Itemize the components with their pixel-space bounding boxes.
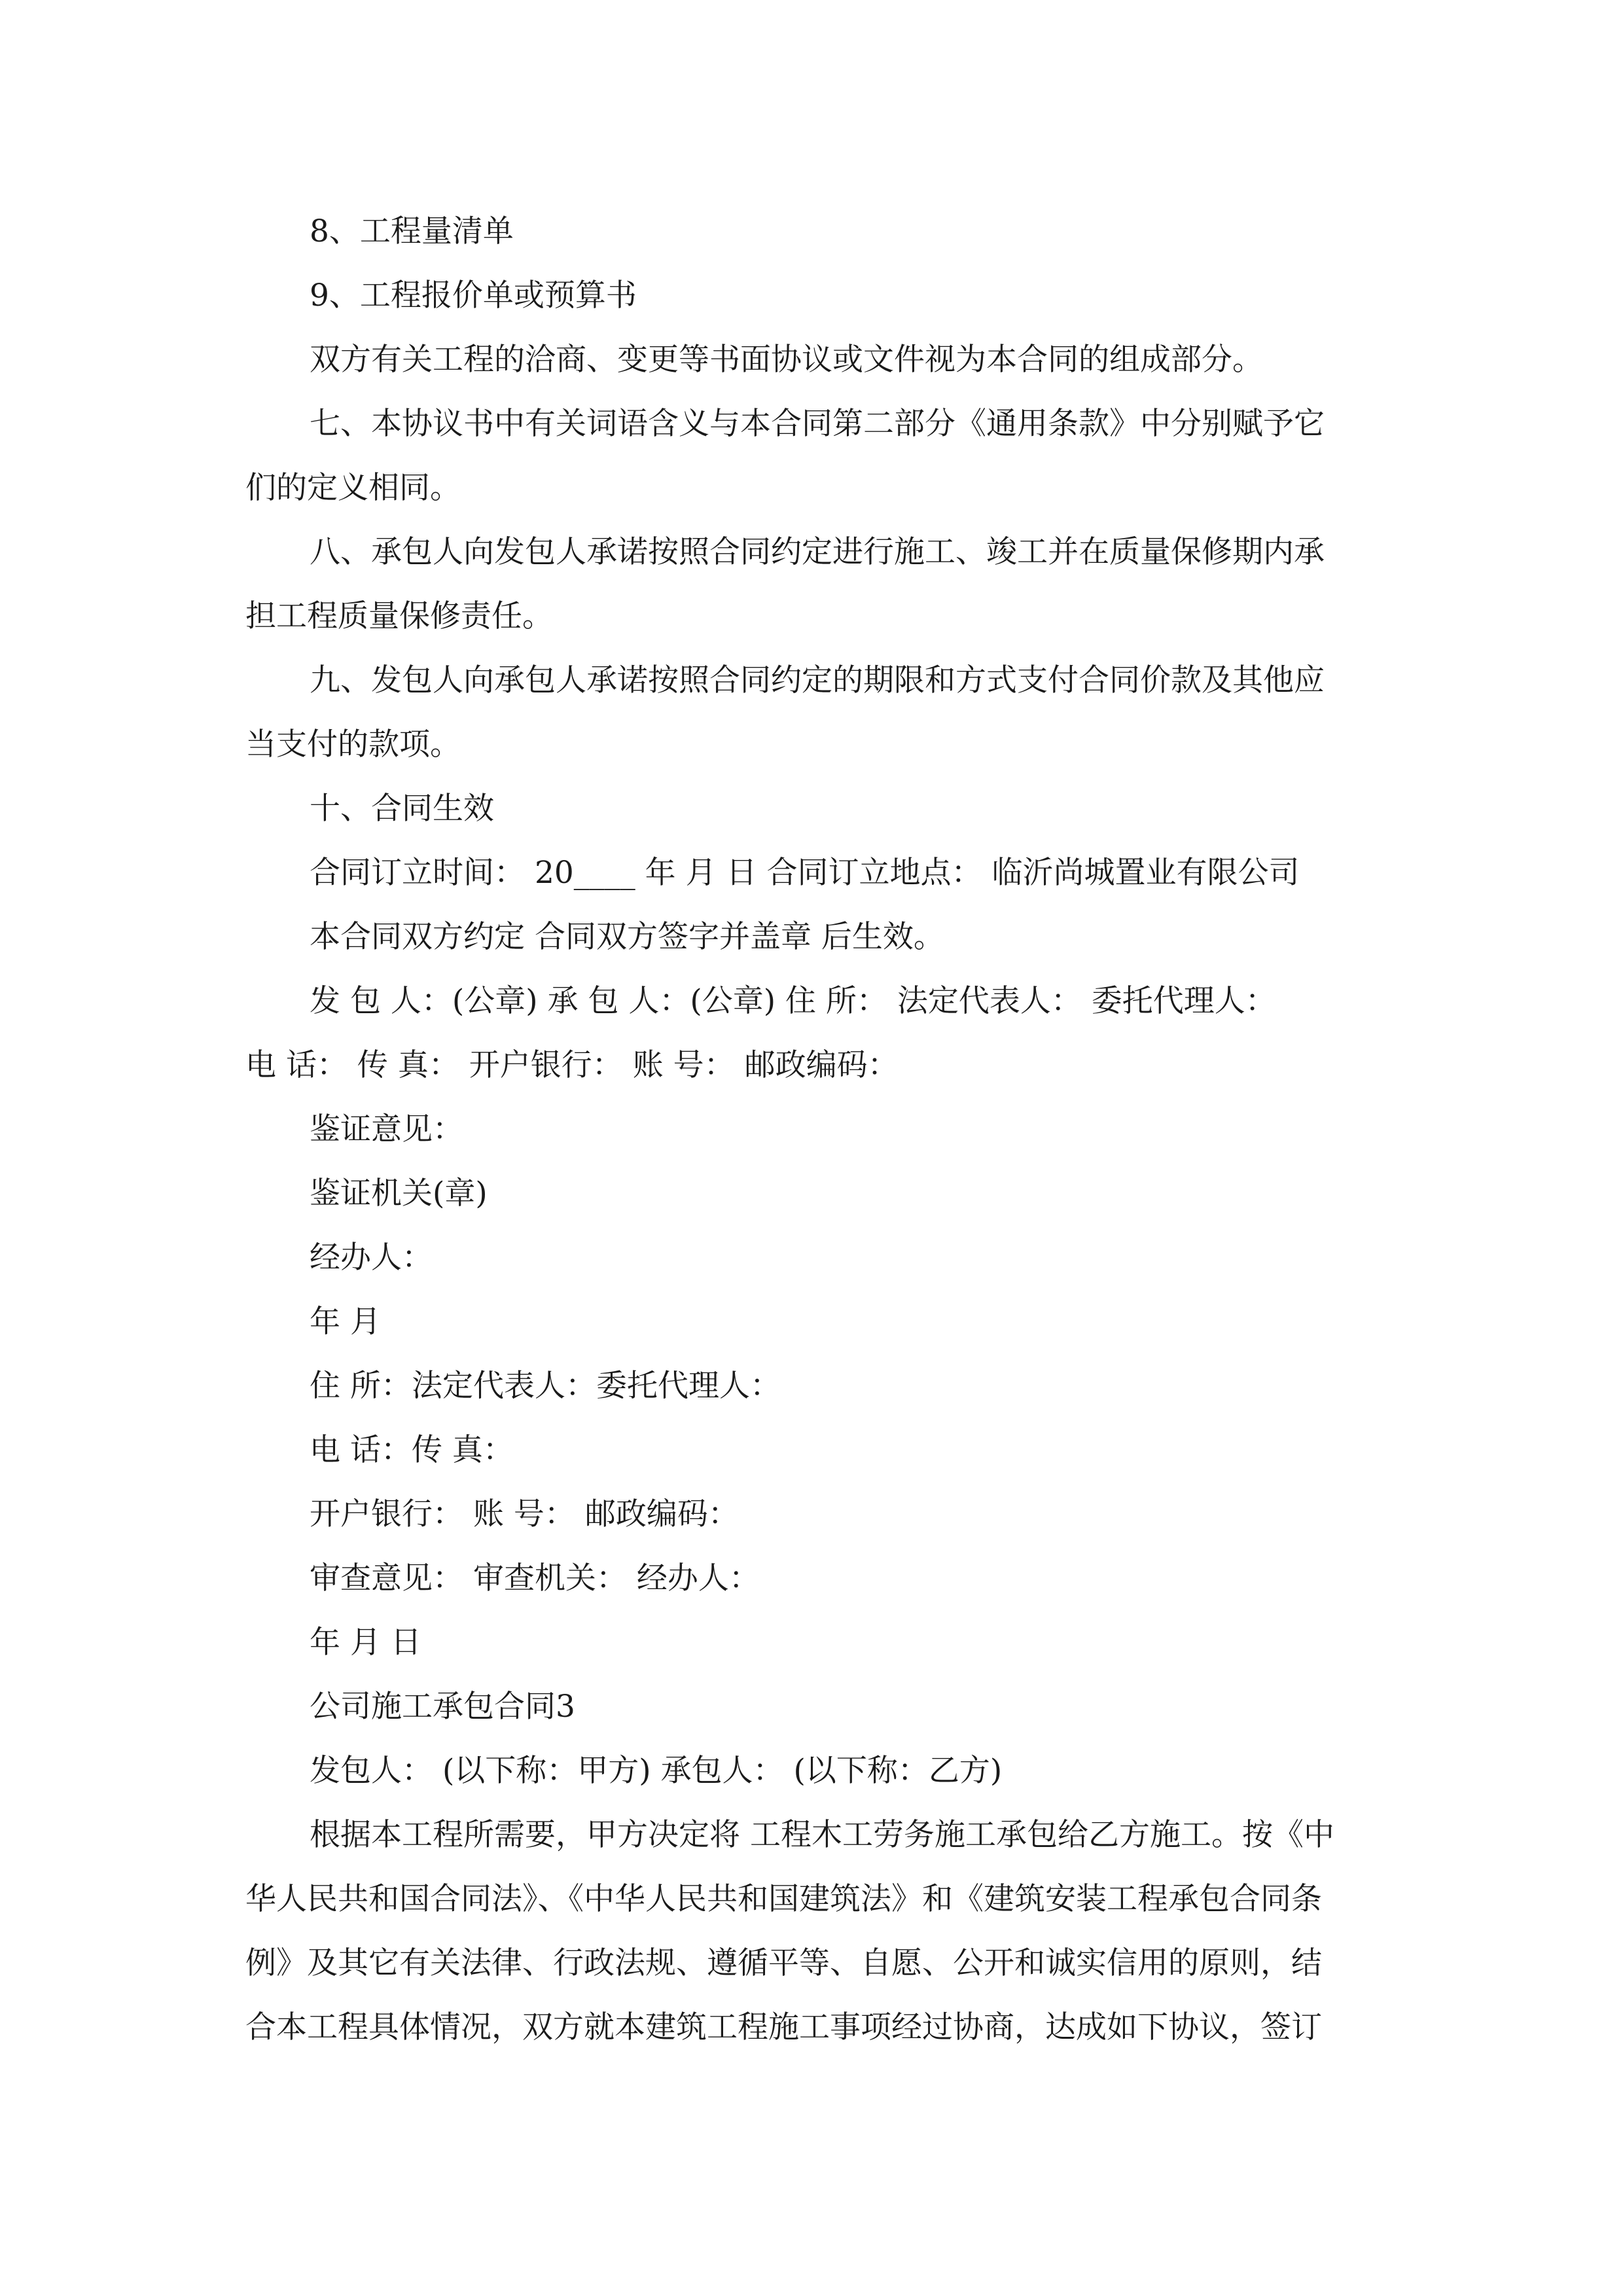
- text-line: 根据本工程所需要，甲方决定将 工程木工劳务施工承包给乙方施工。按《中: [310, 1817, 1334, 1853]
- text-line: 鉴证机关(章): [310, 1175, 488, 1211]
- contract-title: 公司施工承包合同3: [310, 1689, 575, 1725]
- text-line: 合本工程具体情况，双方就本建筑工程施工事项经过协商，达成如下协议，签订: [245, 2009, 1322, 2045]
- signature-field-line: 开户银行： 账 号： 邮政编码：: [310, 1496, 739, 1532]
- text-line: 们的定义相同。: [245, 470, 461, 506]
- document-body: [245, 200, 1381, 2060]
- signature-field-line: 住 所：法定代表人：委托代理人：: [310, 1368, 781, 1404]
- text-line: 双方有关工程的洽商、变更等书面协议或文件视为本合同的组成部分。: [310, 342, 1263, 378]
- text-line: 华人民共和国合同法》、《中华人民共和国建筑法》和《建筑安装工程承包合同条: [245, 1881, 1322, 1917]
- signature-field-line: 电 话：传 真：: [310, 1432, 514, 1468]
- text-line: 8、工程量清单: [310, 213, 514, 249]
- text-line: 经办人：: [310, 1240, 433, 1276]
- date-line: 年 月: [310, 1304, 381, 1340]
- section-heading: 十、合同生效: [310, 791, 494, 827]
- text-line: 本合同双方约定 合同双方签字并盖章 后生效。: [310, 919, 944, 955]
- signature-field-line: 发 包 人：(公章) 承 包 人：(公章) 住 所： 法定代表人： 委托代理人：: [310, 983, 1276, 1019]
- text-line: 八、承包人向发包人承诺按照合同约定进行施工、竣工并在质量保修期内承: [310, 534, 1325, 570]
- text-line: 9、工程报价单或预算书: [310, 278, 637, 314]
- text-line: 七、本协议书中有关词语含义与本合同第二部分《通用条款》中分别赋予它: [310, 406, 1325, 442]
- text-line: 审查意见： 审查机关： 经办人：: [310, 1560, 760, 1596]
- text-line: 当支付的款项。: [245, 726, 461, 762]
- text-line: 鉴证意见：: [310, 1111, 463, 1147]
- text-line: 发包人： (以下称：甲方) 承包人： (以下称：乙方): [310, 1753, 1003, 1789]
- date-line: 年 月 日: [310, 1624, 421, 1660]
- signature-field-line: 电 话： 传 真： 开户银行： 账 号： 邮政编码：: [245, 1047, 899, 1083]
- text-line: 例》及其它有关法律、行政法规、遵循平等、自愿、公开和诚实信用的原则，结: [245, 1945, 1322, 1981]
- text-line: 九、发包人向承包人承诺按照合同约定的期限和方式支付合同价款及其他应: [310, 662, 1325, 698]
- text-line: 合同订立时间： 20____ 年 月 日 合同订立地点： 临沂尚城置业有限公司: [310, 855, 1300, 891]
- text-line: 担工程质量保修责任。: [245, 598, 553, 634]
